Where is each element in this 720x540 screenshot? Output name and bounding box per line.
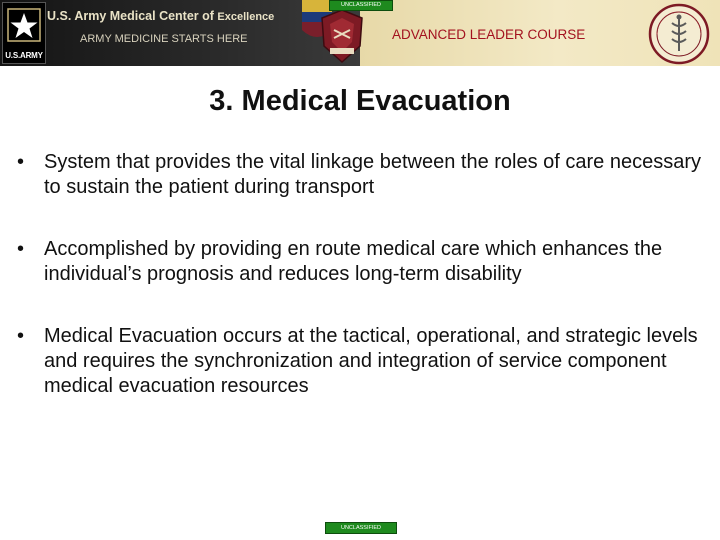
medical-shield-emblem-icon bbox=[318, 8, 366, 64]
classification-banner-top: UNCLASSIFIED bbox=[329, 0, 393, 11]
course-title: ADVANCED LEADER COURSE bbox=[392, 27, 586, 42]
academy-seal-icon bbox=[648, 3, 710, 65]
header-banner bbox=[0, 0, 720, 66]
bullet-dot-icon: • bbox=[17, 151, 25, 173]
center-title-suffix: Excellence bbox=[217, 11, 275, 23]
bullet-item bbox=[17, 150, 707, 200]
bullet-text: Accomplished by providing en route medical care which enhances the individual’s prognosis and reduces long-term disability bbox=[44, 238, 663, 285]
army-star-icon bbox=[3, 7, 45, 47]
bullet-dot-icon: • bbox=[17, 325, 25, 347]
bullet-text: System that provides the vital linkage between the roles of care necessary to sustain the patient during transport bbox=[44, 151, 702, 198]
bullet-item bbox=[17, 324, 707, 399]
bullet-list bbox=[17, 150, 707, 399]
army-logo-text: U.S.ARMY bbox=[5, 51, 43, 60]
army-logo bbox=[2, 2, 46, 64]
slide-title: 3. Medical Evacuation bbox=[209, 85, 511, 117]
bullet-text: Medical Evacuation occurs at the tactical, operational, and strategic levels and requires the synchronization and integration of service component medical evacuation resources bbox=[44, 325, 698, 397]
bullet-item bbox=[17, 237, 707, 287]
bullet-dot-icon: • bbox=[17, 238, 25, 260]
tagline: ARMY MEDICINE STARTS HERE bbox=[80, 33, 248, 45]
center-title bbox=[47, 9, 274, 23]
center-title-main: U.S. Army Medical Center of bbox=[47, 9, 214, 23]
classification-banner-bottom: UNCLASSIFIED bbox=[325, 522, 397, 534]
